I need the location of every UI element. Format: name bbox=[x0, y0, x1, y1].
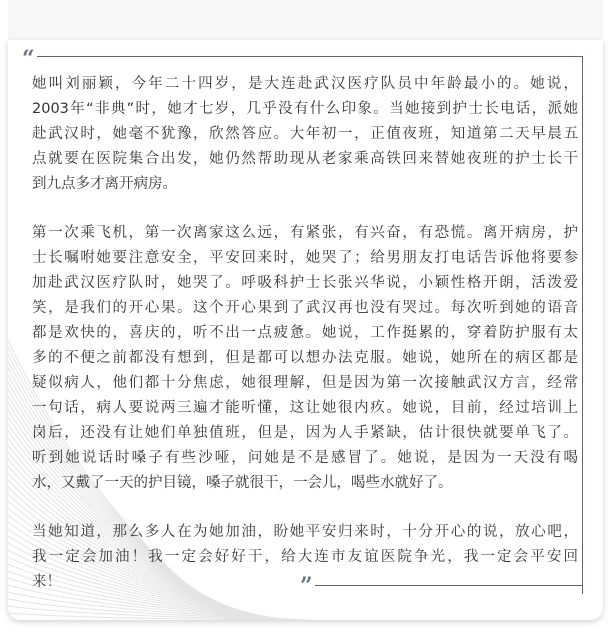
paragraph-2 bbox=[32, 221, 578, 496]
text-line: 2003年“非典”时，她才七岁，几乎没有什么印象。当她接到护士长电话，派她 bbox=[32, 101, 578, 117]
text-line: 都是欢快的，喜庆的，听不出一点疲惫。她说，工作挺累的，穿着防护服有太 bbox=[32, 325, 578, 341]
text-line: 点就要在医院集合出发，她仍然帮助现从老家乘高铁回来替她夜班的护士长干 bbox=[32, 151, 578, 167]
text-line: 岗后，还没有让她们单独值班，但是，因为人手紧缺，估计很快就要单飞了。 bbox=[32, 425, 578, 441]
article-body bbox=[32, 72, 578, 619]
text-line: 疑似病人，他们都十分焦虑，她很理解，但是因为第一次接触武汉方言，经常 bbox=[32, 375, 578, 391]
text-line: 当她知道，那么多人在为她加油，盼她平安归来时，十分开心的说，放心吧， bbox=[32, 524, 578, 540]
close-quote-icon: ” bbox=[300, 573, 313, 599]
text-line: 她叫刘丽颖，今年二十四岁，是大连赴武汉医疗队员中年龄最小的。她说， bbox=[32, 76, 578, 92]
top-band bbox=[8, 0, 603, 44]
text-line: 多的不便之前都没有想到，但是都可以想办法克服。她说，她所在的病区都是 bbox=[32, 350, 578, 366]
text-line: 笑，是我们的开心果。这个开心果到了武汉再也没有哭过。每次听到她的语音 bbox=[32, 300, 578, 316]
open-quote-icon: “ bbox=[22, 46, 35, 72]
frame-right-border bbox=[582, 56, 583, 594]
text-line: 加赴武汉医疗队时，她哭了。呼吸科护士长张兴华说，小颖性格开朗，活泼爱 bbox=[32, 275, 578, 291]
text-line: 一句话，病人要说两三遍才能听懂，这让她很内疚。她说，目前，经过培训上 bbox=[32, 400, 578, 416]
text-line: 听到她说话时嗓子有些沙哑，问她是不是感冒了。她说，是因为一天没有喝 bbox=[32, 450, 578, 466]
text-line: 来！ bbox=[32, 574, 61, 590]
text-line: 士长嘱咐她要注意安全，平安回来时，她哭了；给男朋友打电话告诉他将要参 bbox=[32, 250, 578, 266]
text-line: 我一定会加油！我一定会好好干，给大连市友谊医院争光，我一定会平安回 bbox=[32, 549, 578, 565]
article-card bbox=[8, 40, 603, 620]
frame-top-border bbox=[22, 56, 583, 57]
text-line: 到九点多才离开病房。 bbox=[32, 176, 177, 192]
text-line: 赴武汉时，她毫不犹豫，欣然答应。大年初一，正值夜班，知道第二天早晨五 bbox=[32, 126, 578, 142]
text-line: 水，又戴了一天的护目镜，嗓子就很干，一会儿，喝些水就好了。 bbox=[32, 475, 453, 491]
paragraph-3 bbox=[32, 520, 578, 599]
text-line: 第一次乘飞机，第一次离家这么远，有紧张，有兴奋，有恐慌。离开病房，护 bbox=[32, 225, 578, 241]
paragraph-1 bbox=[32, 72, 578, 197]
